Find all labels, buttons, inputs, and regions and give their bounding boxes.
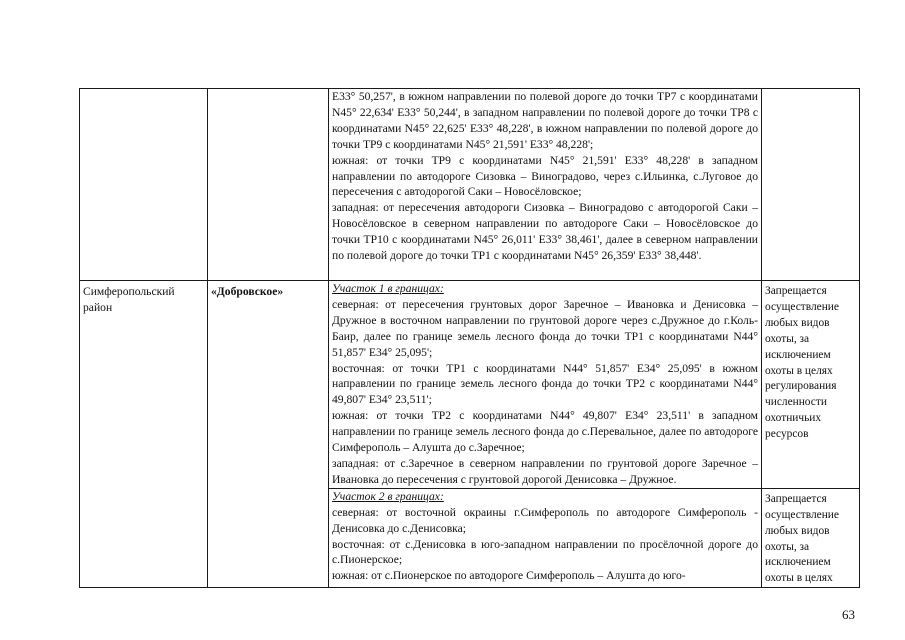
boundary-paragraph: западная: от пересечения автодороги Сизовка – Виноградово с автодорогой Саки – Новосёловское в северном направлении по автодороге Саки – Новосёловское до точки ТР10 с координатами N45° 26,011' E33° 38,461', далее в северном направлении по полевой дороге до точки ТР1 с координатами N45° 26,359' E33° 38,448'. <box>332 201 758 263</box>
district-name: Симферопольский район <box>83 285 175 314</box>
restriction-text: Запрещается осуществление любых видов охоты, за исключением охоты в целях регулирования численности охотничьих ресурсов <box>765 285 839 441</box>
boundary-paragraph: E33° 50,257', в южном направлении по полевой дороге до точки ТР7 с координатами N45° 22,634' E33° 50,244', в западном направлении по полевой дороге до точки ТР8 с координатами N45° 22,625' E33° 48,228', в южном направлении по полевой дороге до точки ТР9 с координатами N45° 21,591' E33° 48,228'; <box>332 90 758 151</box>
restriction-cell <box>762 89 860 281</box>
boundaries-cell <box>329 488 762 587</box>
boundary-paragraph: северная: от пересечения грунтовых дорог Заречное – Ивановка и Денисовка – Дружное в восточном направлении по грунтовой дороге через с.Дружное до г.Коль-Баир, далее по границе земель лесного фонда до точки ТР1 с координатами N44° 51,857' E34° 25,095'; <box>332 297 758 359</box>
restriction-cell <box>762 281 860 489</box>
boundary-paragraph: южная: от точки ТР9 с координатами N45° 21,591' E33° 48,228' в западном направлении по автодороге Сизовка – Виноградово, через с.Ильинка, с.Луговое до пересечения с автодорогой Саки – Новосёловское; <box>332 153 758 199</box>
area-name-cell <box>208 89 329 281</box>
section-heading: Участок 1 в границах: <box>332 282 444 295</box>
section-heading: Участок 2 в границах: <box>332 489 444 503</box>
boundary-paragraph: северная: от восточной окраины г.Симферополь по автодороге Симферополь - Денисовка до с.Денисовка; <box>332 505 758 535</box>
boundary-paragraph: восточная: от точки ТР1 с координатами N44° 51,857' E34° 25,095' в южном направлении по границе земель лесного фонда до точки ТР2 с координатами N44° 49,807' E34° 23,511'; <box>332 361 758 407</box>
hunting-area-name: «Добровское» <box>211 285 284 298</box>
boundary-paragraph: восточная: от с.Денисовка в юго-западном направлении по просёлочной дороге до с.Пионерское; <box>332 537 758 567</box>
area-name-cell <box>208 281 329 588</box>
restriction-text: Запрещается осуществление любых видов охоты, за исключением охоты в целях <box>765 492 839 585</box>
boundaries-cell <box>329 281 762 489</box>
district-cell <box>80 281 208 588</box>
boundary-paragraph: южная: от с.Пионерское по автодороге Симферополь – Алушта до юго- <box>332 569 686 583</box>
page-number: 63 <box>842 607 855 622</box>
table-row <box>80 281 860 489</box>
hunting-areas-table <box>79 88 860 588</box>
restriction-cell <box>762 488 860 587</box>
table-row <box>80 89 860 281</box>
boundary-paragraph: южная: от точки ТР2 с координатами N44° 49,807' E34° 23,511' в западном направлении по границе земель лесного фонда до с.Перевальное, далее по автодороге Симферополь – Алушта до с.Заречное; <box>332 409 758 455</box>
boundaries-cell <box>329 89 762 281</box>
boundary-paragraph: западная: от с.Заречное в северном направлении по грунтовой дороге Заречное – Ивановка до пересечения с грунтовой дорогой Денисовка – Дружное. <box>332 456 758 486</box>
district-cell <box>80 89 208 281</box>
